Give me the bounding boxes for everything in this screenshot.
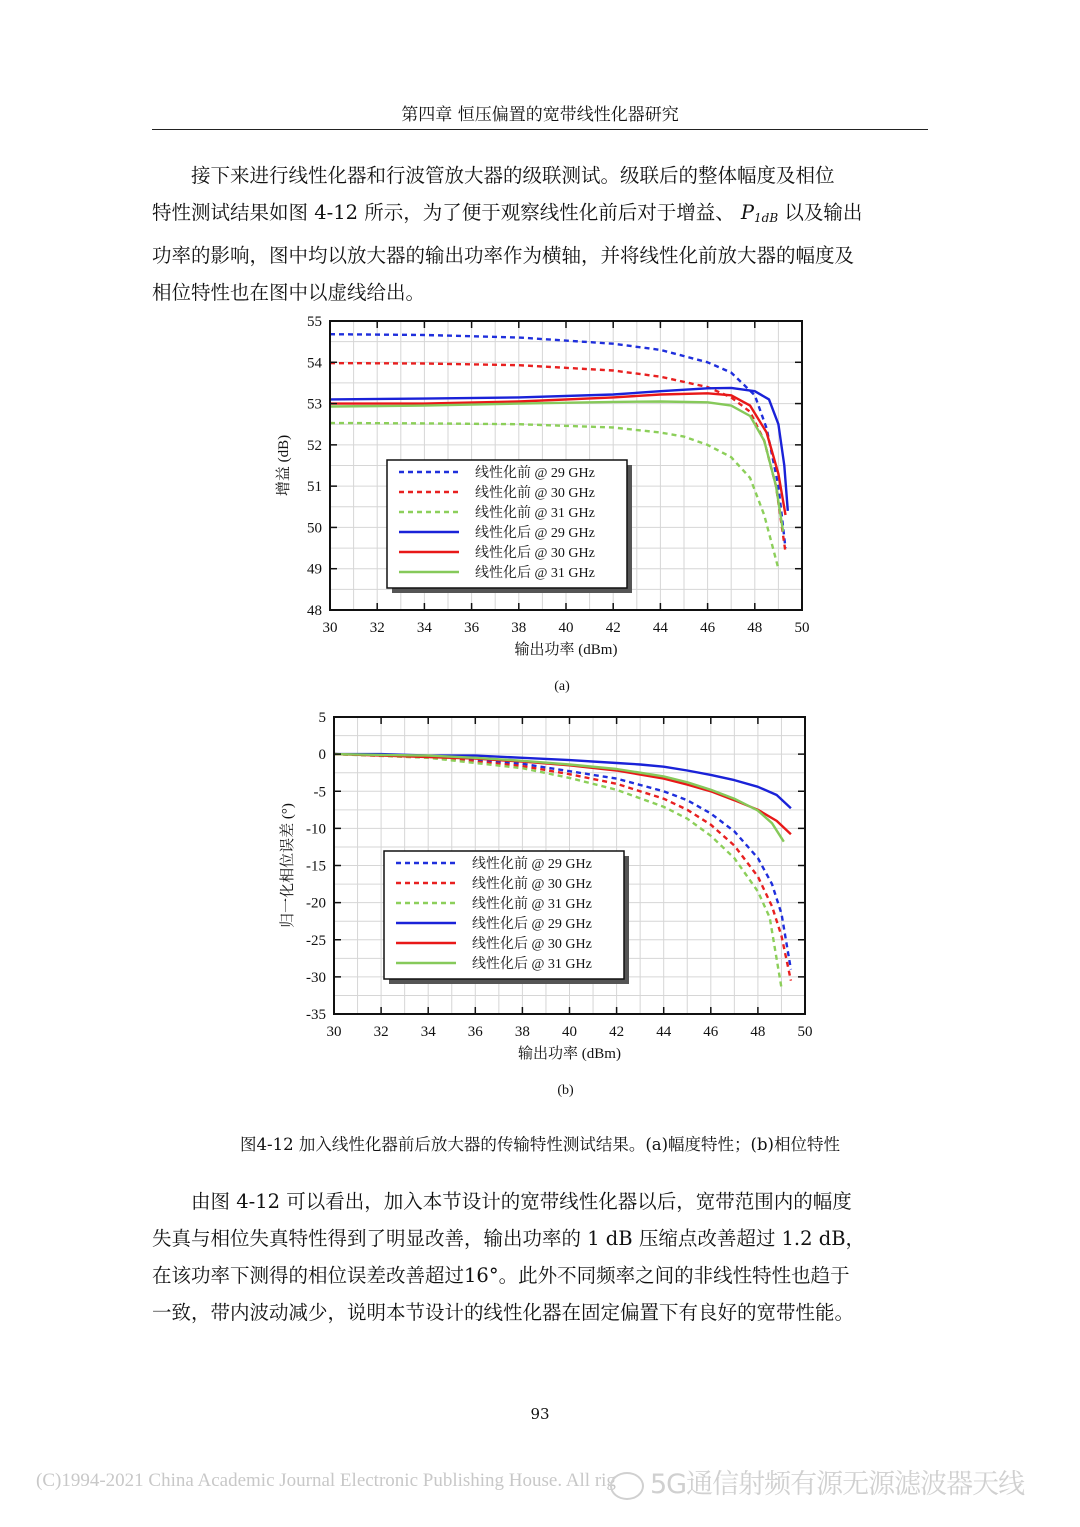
intro-line-4: 相位特性也在图中以虚线给出。 (152, 281, 426, 304)
gain-xtick-label: 44 (652, 620, 668, 636)
gain-xtick-label: 48 (747, 620, 763, 636)
phase-ytick-label: -20 (306, 895, 326, 912)
conclusion-line-1: 由图 4-12 可以看出，加入本节设计的宽带线性化器以后，宽带范围内的幅度 (191, 1190, 852, 1213)
gain-xtick-label: 42 (605, 620, 621, 636)
gain-ylabel: 增益 (dB) (276, 434, 292, 497)
phase-ytick-label: -35 (306, 1007, 326, 1023)
conclusion-line-2: 失真与相位失真特性得到了明显改善，输出功率的 1 dB 压缩点改善超过 1.2 dB， (152, 1227, 866, 1250)
phase-series-4 (334, 754, 791, 808)
gain-legend-label: 线性化后 @ 30 GHz (475, 546, 595, 561)
conclusion-line-3: 在该功率下测得的相位误差改善超过16°。此外不同频率之间的非线性特性也趋于 (152, 1264, 850, 1287)
gain-ytick-label: 53 (307, 396, 322, 413)
gain-xtick-label: 40 (558, 620, 574, 636)
phase-chart (0, 700, 1080, 1110)
phase-xtick-label: 50 (797, 1024, 813, 1040)
gain-chart-container (0, 300, 1080, 700)
intro-line-1: 接下来进行线性化器和行波管放大器的级联测试。级联后的整体幅度及相位 (191, 164, 835, 187)
phase-legend-label: 线性化前 @ 30 GHz (472, 877, 592, 892)
phase-chart-container (0, 700, 1080, 1110)
gain-xtick-label: 32 (369, 620, 385, 636)
phase-ytick-label: -5 (313, 784, 326, 801)
phase-xtick-label: 36 (467, 1024, 483, 1040)
gain-ytick-label: 48 (307, 603, 322, 619)
phase-legend-label: 线性化前 @ 29 GHz (472, 857, 592, 872)
phase-legend-label: 线性化后 @ 31 GHz (472, 957, 592, 972)
intro-line-2 (152, 194, 928, 237)
phase-ytick-label: -25 (306, 932, 326, 949)
phase-xtick-label: 38 (514, 1024, 530, 1040)
phase-xtick-label: 32 (373, 1024, 389, 1040)
phase-xtick-label: 44 (656, 1024, 672, 1040)
phase-xtick-label: 30 (326, 1024, 342, 1040)
p1db-subscript: 1dB (754, 211, 779, 225)
intro-line-2-text: 特性测试结果如图 4-12 所示，为了便于观察线性化前后对于增益、 (152, 201, 735, 224)
phase-ytick-label: -10 (306, 821, 326, 838)
chapter-header: 第四章 恒压偏置的宽带线性化器研究 (152, 101, 928, 130)
conclusion-line-4: 一致，带内波动减少，说明本节设计的线性化器在固定偏置下有良好的宽带性能。 (152, 1301, 855, 1324)
phase-legend-label: 线性化后 @ 29 GHz (472, 917, 592, 932)
phase-ytick-label: -15 (306, 858, 326, 875)
gain-xtick-label: 30 (322, 620, 338, 636)
gain-xlabel: 输出功率 (dBm) (514, 642, 618, 658)
phase-ylabel: 归一化相位误差 (°) (280, 803, 296, 928)
gain-legend-label: 线性化前 @ 30 GHz (475, 486, 595, 501)
intro-line-3: 功率的影响，图中均以放大器的输出功率作为横轴，并将线性化前放大器的幅度及 (152, 244, 855, 267)
gain-ytick-label: 52 (307, 437, 322, 454)
figure-caption: 图4-12 加入线性化器前后放大器的传输特性测试结果。(a)幅度特性；(b)相位特性 (240, 1135, 840, 1154)
phase-ytick-label: 0 (318, 747, 326, 764)
gain-ytick-label: 54 (307, 355, 322, 372)
intro-paragraph (152, 157, 928, 311)
phase-ytick-label: 5 (318, 710, 326, 726)
phase-xtick-label: 34 (420, 1024, 436, 1040)
phase-xlabel: 输出功率 (dBm) (518, 1046, 621, 1062)
page-number: 93 (530, 1405, 550, 1423)
phase-xtick-label: 40 (562, 1024, 577, 1040)
gain-ytick-label: 50 (307, 520, 322, 537)
conclusion-paragraph (152, 1183, 928, 1331)
gain-chart (0, 300, 1080, 700)
gain-xtick-label: 36 (464, 620, 480, 636)
wechat-icon (610, 1472, 644, 1500)
p1db-symbol: P (740, 201, 755, 224)
gain-subfigure-label: (a) (554, 679, 570, 694)
gain-xtick-label: 34 (416, 620, 432, 636)
phase-legend-label: 线性化后 @ 30 GHz (472, 937, 592, 952)
gain-xtick-label: 38 (511, 620, 527, 636)
phase-legend-label: 线性化前 @ 31 GHz (472, 897, 592, 912)
gain-xtick-label: 50 (794, 620, 810, 636)
phase-xtick-label: 42 (609, 1024, 625, 1040)
gain-legend-label: 线性化后 @ 29 GHz (475, 526, 595, 541)
gain-ytick-label: 51 (307, 479, 322, 496)
copyright-footer: (C)1994-2021 China Academic Journal Electronic Publishing House. All rig (36, 1470, 616, 1491)
gain-ytick-label: 55 (307, 314, 322, 330)
gain-xtick-label: 46 (700, 620, 716, 636)
gain-legend-label: 线性化前 @ 31 GHz (475, 506, 595, 521)
gain-ytick-label: 49 (307, 561, 322, 578)
wechat-watermark (610, 1462, 1024, 1501)
phase-ytick-label: -30 (306, 969, 326, 986)
phase-subfigure-label: (b) (557, 1083, 574, 1098)
gain-legend-label: 线性化前 @ 29 GHz (475, 466, 595, 481)
phase-xtick-label: 46 (703, 1024, 719, 1040)
intro-line-2-tail: 以及输出 (778, 201, 863, 224)
phase-xtick-label: 48 (750, 1024, 766, 1040)
gain-legend-label: 线性化后 @ 31 GHz (475, 566, 595, 581)
watermark-text: 5G通信射频有源无源滤波器天线 (650, 1469, 1025, 1500)
